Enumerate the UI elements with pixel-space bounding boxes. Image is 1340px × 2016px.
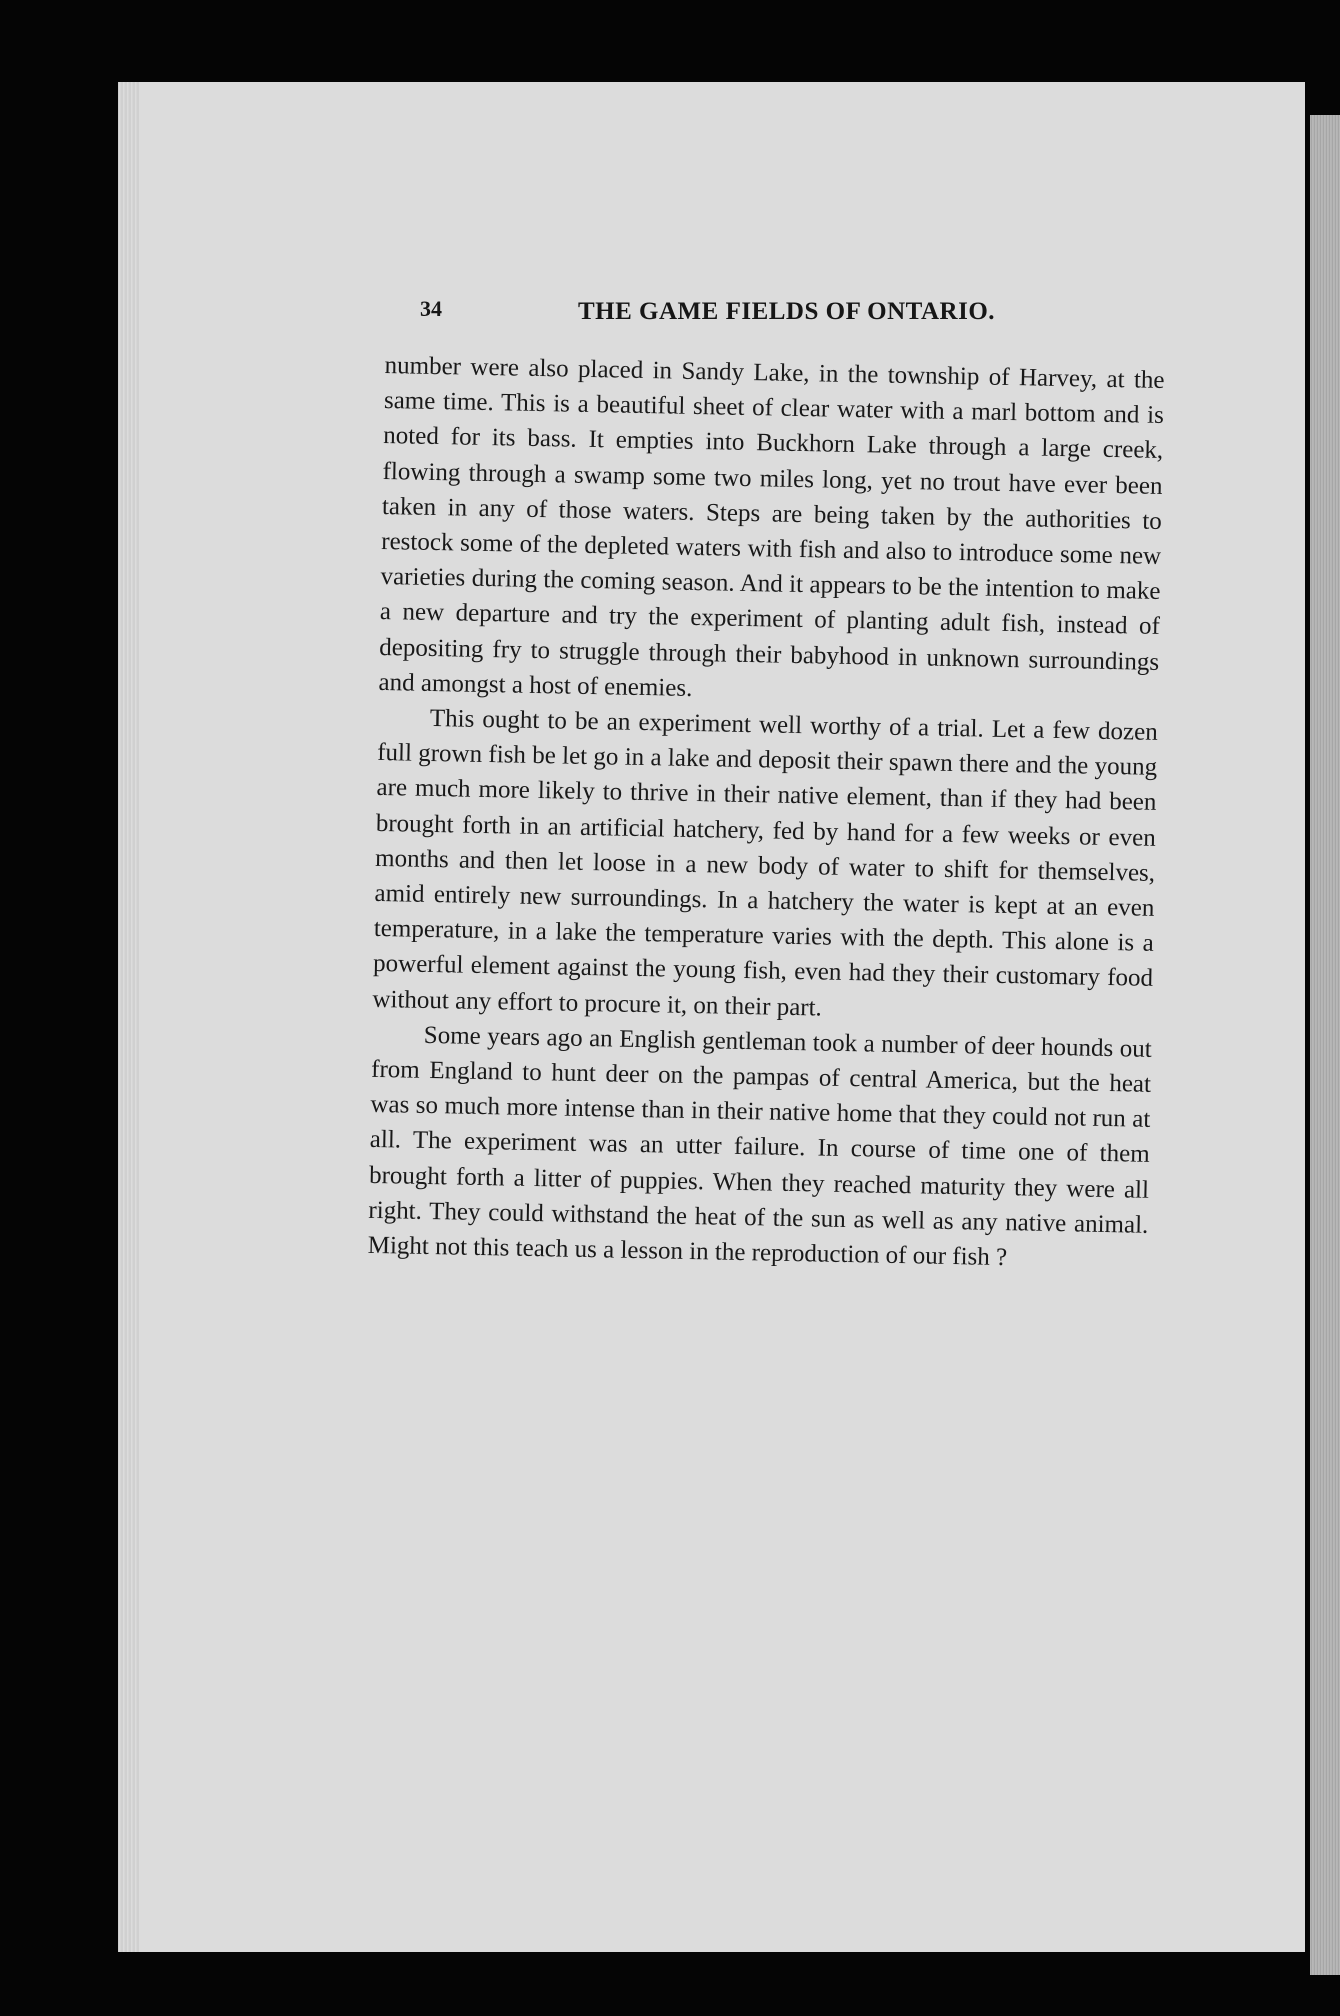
page-number: 34 xyxy=(420,296,442,321)
facing-page-edge xyxy=(1310,115,1340,1975)
page-body-text xyxy=(367,348,1164,1278)
paragraph-3: Some years ago an English gentleman took a number of deer hounds out from England to hunt deer on the pampas of central America, but the heat was so much more intense than in their native home that they could not run at all. The experiment was an utter failure. In course of time one of them brought forth a litter of puppies. When they reached maturity they were all right. They could withstand the heat of the sun as well as any native animal. Might not this teach us a lesson in the reproduction of our fish ? xyxy=(367,1021,1152,1272)
paragraph-2: This ought to be an experiment well worthy of a trial. Let a few dozen full grown fish be let go in a lake and deposit their spawn there and the young are much more likely to thrive in their native element, than if they had been brought forth in an artificial hatchery, fed by hand for a few weeks or even months and then let loose in a new body of water to shift for themselves, amid entirely new surroundings. In a hatchery the water is kept at an even temperature, in a lake the temperature varies with the depth. This alone is a powerful element against the young fish, even had they their customary food without any effort to procure it, on their part. xyxy=(372,704,1159,1022)
page-header xyxy=(420,296,1040,340)
paragraph-1: number were also placed in Sandy Lake, in the township of Harvey, at the same time. This is a beautiful sheet of clear water with a marl bottom and is noted for its bass. It empties into Buckhorn Lake through a large creek, flowing through a swamp some two miles long, yet no trout have ever been taken in any of those waters. Steps are being taken by the authorities to restock some of the depleted waters with fish and also to introduce some new varieties during the coming season. And it appears to be the intention to make a new departure and try the experiment of planting adult fish, instead of depositing fry to struggle through their babyhood in unknown surroundings and amongst a host of enemies. xyxy=(378,351,1165,702)
running-title: THE GAME FIELDS OF ONTARIO. xyxy=(578,298,996,325)
